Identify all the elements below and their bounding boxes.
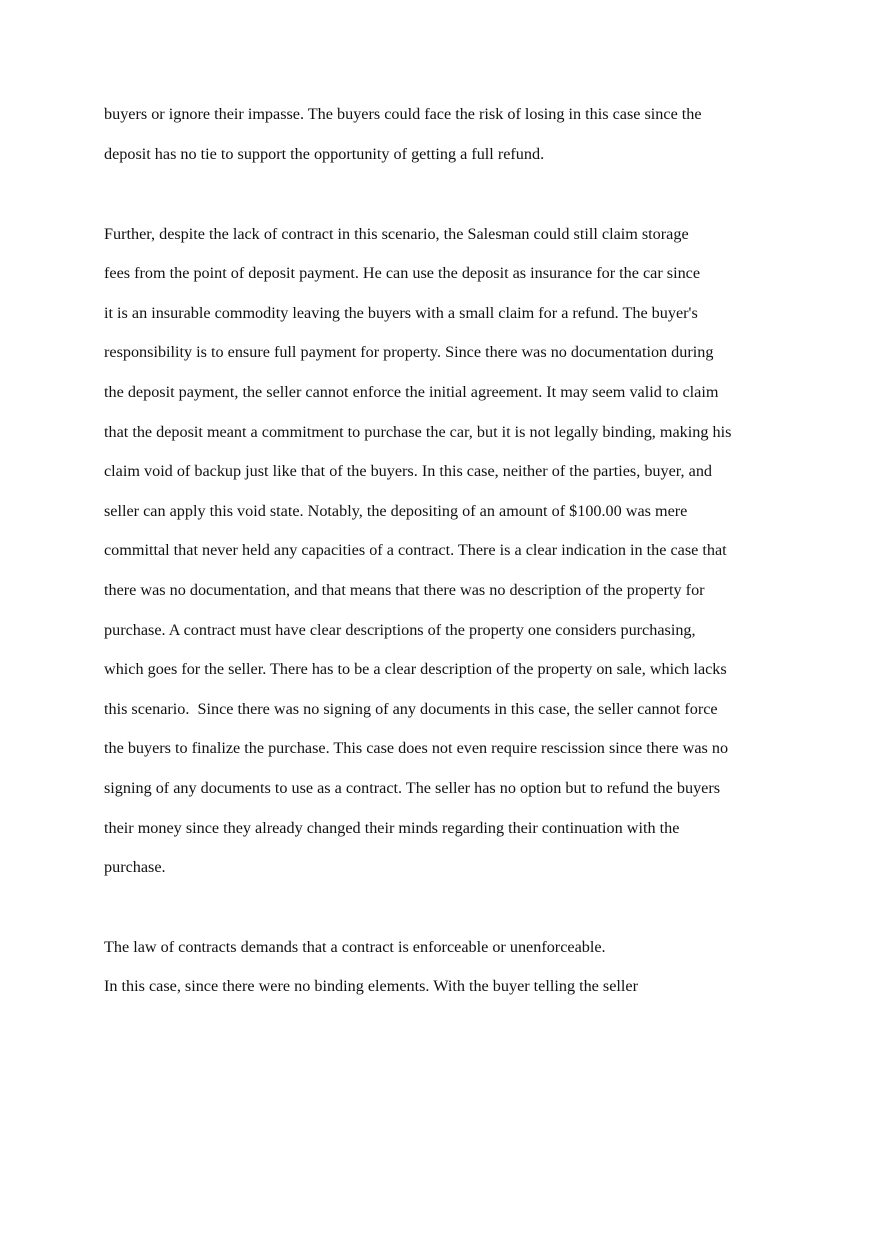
paragraph-2-line-12: which goes for the seller. There has to be a clear description of the property on sale, which lacks: [104, 660, 727, 678]
paragraph-2-line-8: seller can apply this void state. Notably, the depositing of an amount of $100.00 was mere: [104, 502, 688, 520]
paragraph-2-line-9: committal that never held any capacities of a contract. There is a clear indication in the case that: [104, 541, 727, 559]
paragraph-2-line-5: the deposit payment, the seller cannot enforce the initial agreement. It may seem valid to claim: [104, 383, 719, 401]
paragraph-2-line-1: Further, despite the lack of contract in this scenario, the Salesman could still claim storage: [104, 225, 689, 243]
paragraph-2-line-4: responsibility is to ensure full payment for property. Since there was no documentation during: [104, 343, 714, 361]
paragraph-2-line-13: this scenario. Since there was no signing of any documents in this case, the seller cannot force: [104, 700, 718, 718]
paragraph-2-line-3: it is an insurable commodity leaving the buyers with a small claim for a refund. The buyer's: [104, 304, 698, 322]
paragraph-2-line-6: that the deposit meant a commitment to purchase the car, but it is not legally binding, making his: [104, 423, 732, 441]
paragraph-2-line-15: signing of any documents to use as a contract. The seller has no option but to refund the buyers: [104, 779, 721, 797]
paragraph-1-line-1: buyers or ignore their impasse. The buyers could face the risk of losing in this case since the: [104, 105, 702, 123]
paragraph-1-line-2: deposit has no tie to support the opportunity of getting a full refund.: [104, 145, 545, 163]
paragraph-2-line-16: their money since they already changed their minds regarding their continuation with the: [104, 819, 680, 837]
paragraph-2-line-17: purchase.: [104, 858, 166, 876]
paragraph-2-line-2: fees from the point of deposit payment. He can use the deposit as insurance for the car since: [104, 264, 701, 282]
paragraph-3-line-2: In this case, since there were no binding elements. With the buyer telling the seller: [104, 977, 638, 995]
paragraph-2-line-11: purchase. A contract must have clear descriptions of the property one considers purchasing,: [104, 621, 696, 639]
paragraph-2-line-14: the buyers to finalize the purchase. This case does not even require rescission since there was no: [104, 739, 729, 757]
paragraph-2-line-10: there was no documentation, and that means that there was no description of the property for: [104, 581, 705, 599]
paragraph-2-line-7: claim void of backup just like that of the buyers. In this case, neither of the parties, buyer, and: [104, 462, 713, 480]
paragraph-3-line-1: The law of contracts demands that a contract is enforceable or unenforceable.: [104, 938, 606, 956]
